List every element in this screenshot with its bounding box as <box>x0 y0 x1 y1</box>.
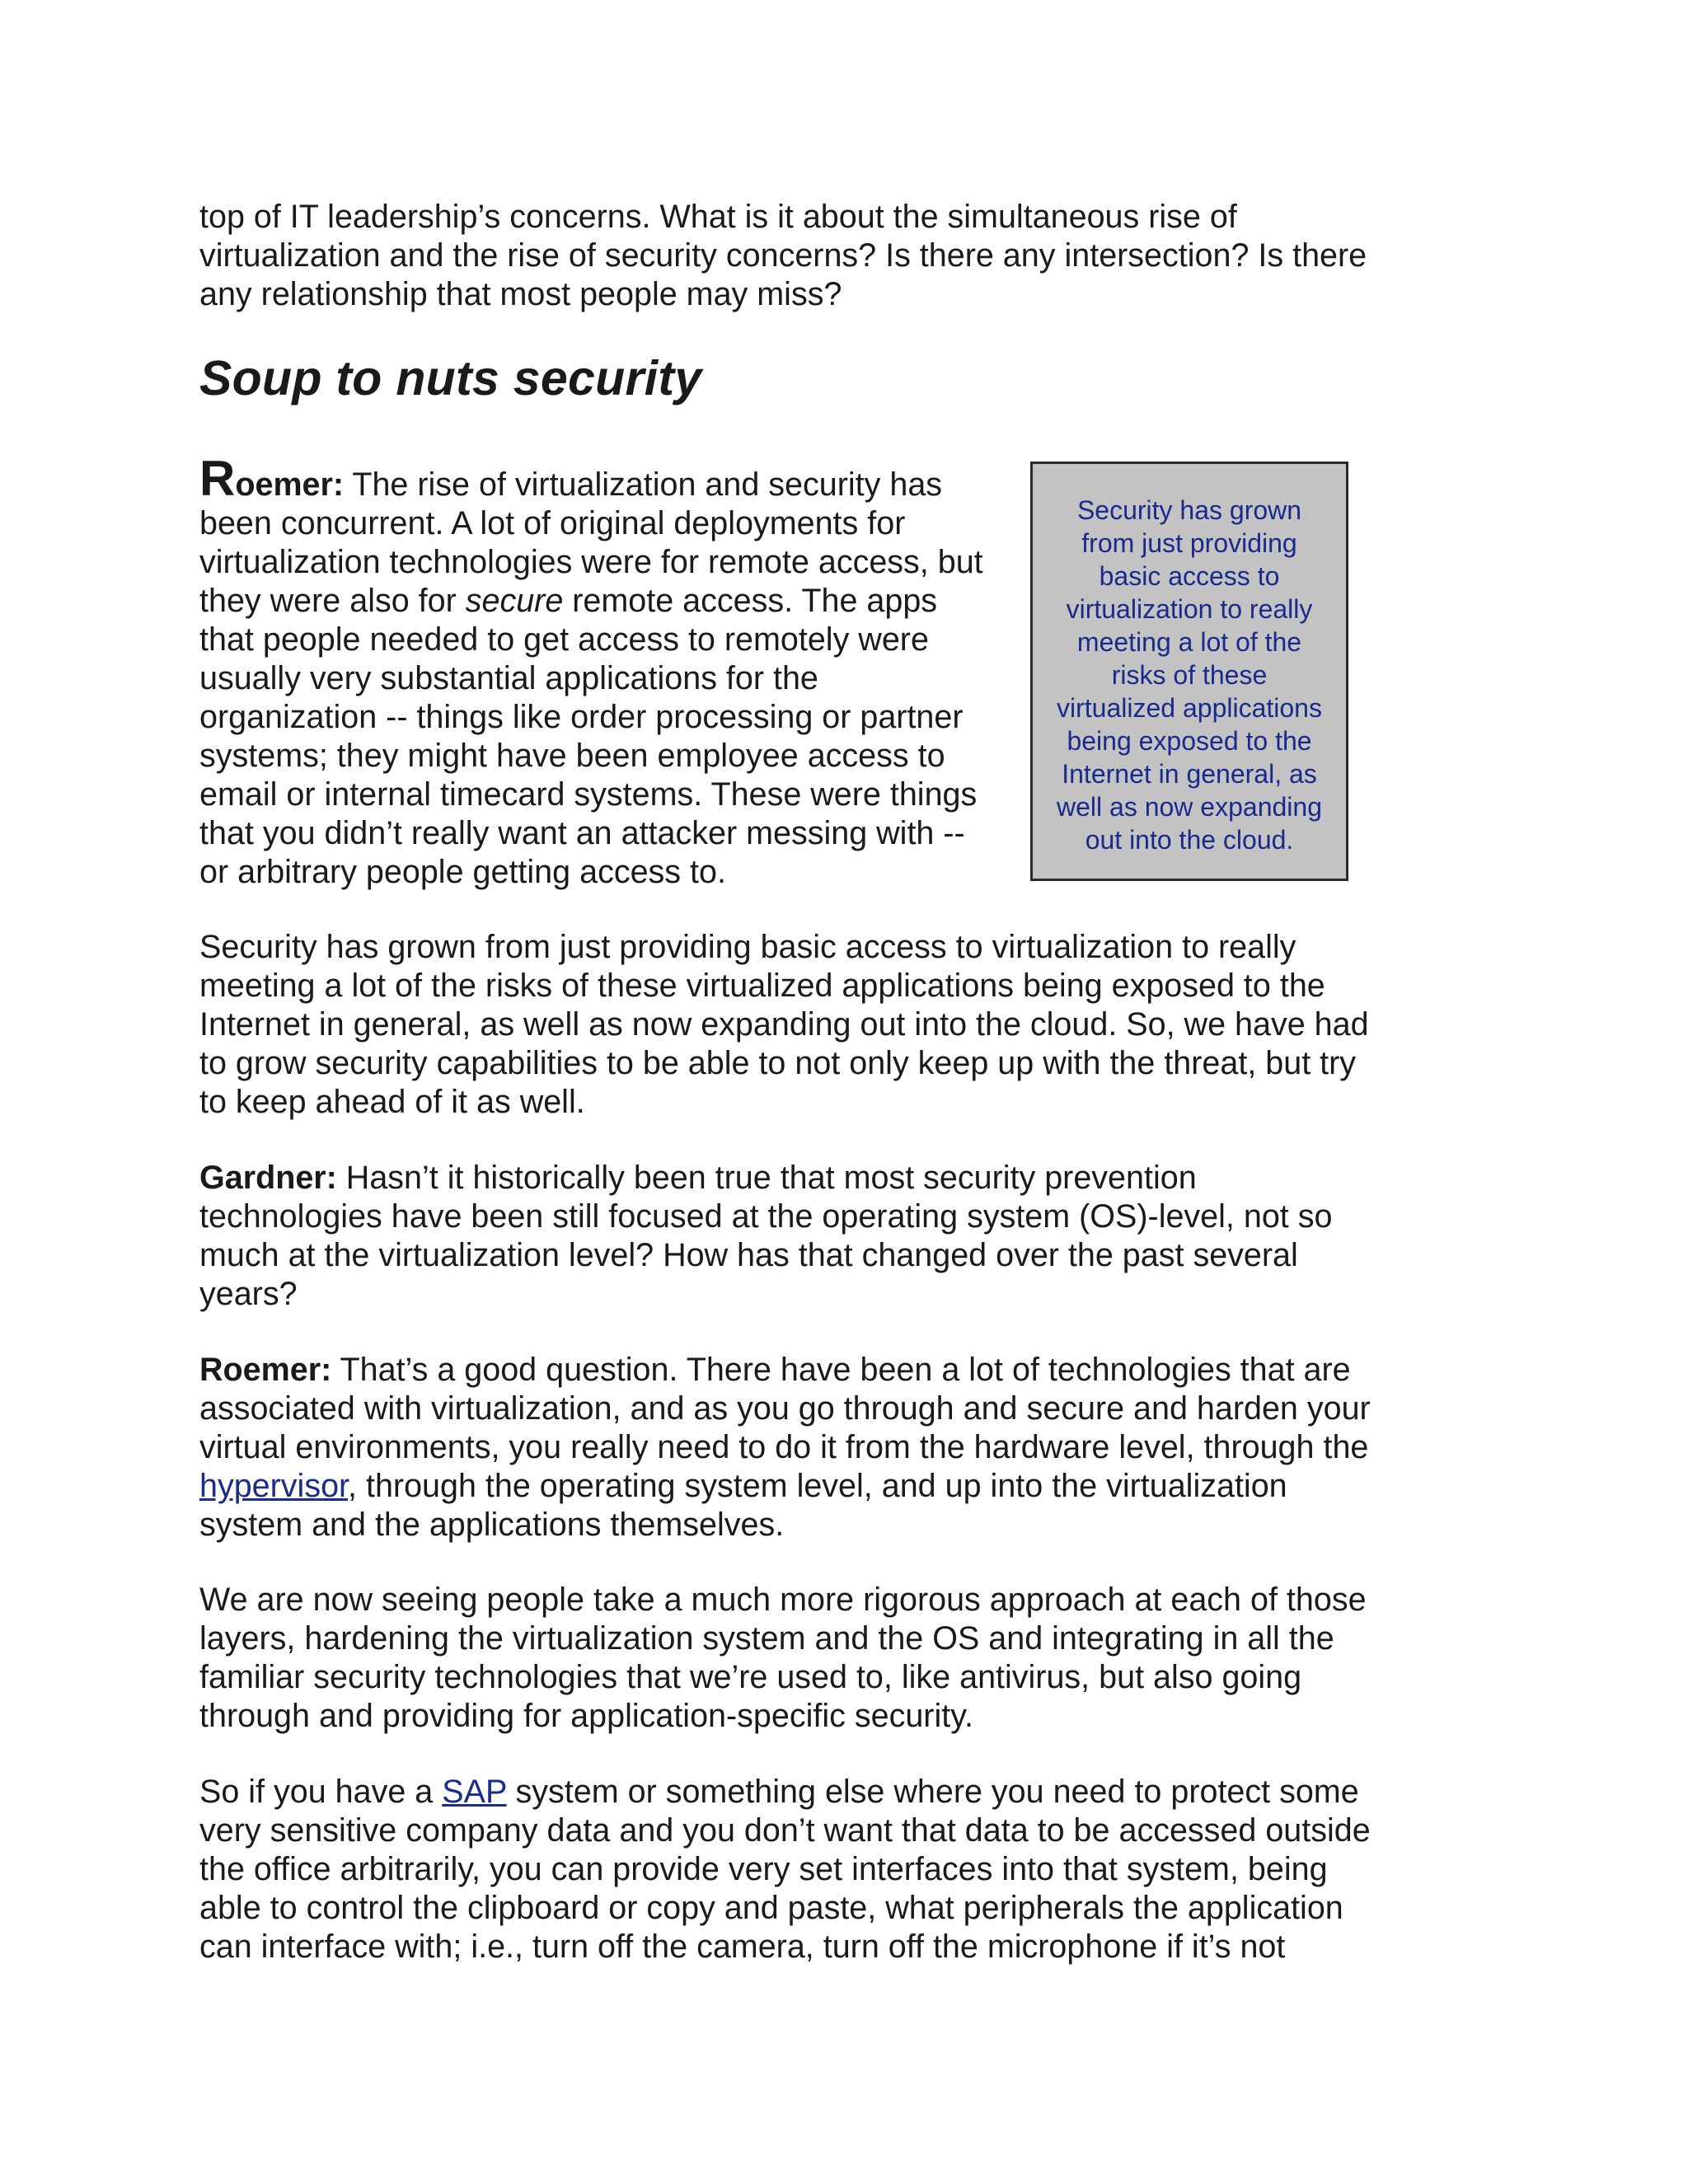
pull-quote-line: Security has grown <box>1076 495 1302 525</box>
para-line: virtualization technologies were for remote access, but <box>199 544 983 580</box>
security-grown-paragraph <box>199 928 1403 1122</box>
pull-quote-line: from just providing <box>1081 528 1297 558</box>
para-line: That’s a good question. There have been a lot of technologies that are <box>331 1352 1351 1388</box>
sap-link[interactable]: SAP <box>442 1774 507 1810</box>
para-line: to keep ahead of it as well. <box>199 1084 585 1120</box>
para-line: We are now seeing people take a much more rigorous approach at each of those <box>199 1582 1367 1618</box>
para-line: , through the operating system level, and up into the virtualization <box>348 1468 1287 1504</box>
para-line: remote access. The apps <box>563 583 938 619</box>
para-line: So if you have a <box>199 1774 443 1810</box>
sap-paragraph <box>199 1773 1403 1966</box>
para-line: systems; they might have been employee access to <box>199 738 945 774</box>
para-line: technologies have been still focused at the operating system (OS)-level, not so <box>199 1198 1333 1235</box>
intro-line: top of IT leadership’s concerns. What is it about the simultaneous rise of <box>199 199 1237 235</box>
para-line: virtual environments, you really need to do it from the hardware level, through the <box>199 1429 1369 1465</box>
para-line: that people needed to get access to remotely were <box>199 621 929 658</box>
para-line: through and providing for application-specific security. <box>199 1698 973 1734</box>
emphasis-secure: secure <box>465 583 564 619</box>
para-line: meeting a lot of the risks of these virtualized applications being exposed to the <box>199 968 1325 1004</box>
para-line: been concurrent. A lot of original deployments for <box>199 505 906 541</box>
para-line: or arbitrary people getting access to. <box>199 854 726 890</box>
intro-paragraph <box>199 198 1403 314</box>
para-line: to grow security capabilities to be able to not only keep up with the threat, but try <box>199 1045 1357 1081</box>
para-line: familiar security technologies that we’re used to, like antivirus, but also going <box>199 1659 1302 1695</box>
para-line: system and the applications themselves. <box>199 1507 785 1543</box>
roemer-paragraph-1 <box>199 451 1024 892</box>
para-line: they were also for <box>199 583 466 619</box>
para-line: can interface with; i.e., turn off the camera, turn off the microphone if it’s not <box>199 1929 1286 1965</box>
speaker-label: Roemer: <box>199 1352 332 1388</box>
para-line: that you didn’t really want an attacker messing with -- <box>199 815 965 851</box>
para-line: Hasn’t it historically been true that most security prevention <box>336 1160 1197 1196</box>
para-line: email or internal timecard systems. These were things <box>199 776 978 813</box>
para-line: able to control the clipboard or copy and paste, what peripherals the application <box>199 1890 1343 1926</box>
intro-line: any relationship that most people may miss? <box>199 276 842 312</box>
drop-cap: R <box>199 451 236 506</box>
rigorous-approach-paragraph <box>199 1581 1403 1736</box>
pull-quote-line: Internet in general, as <box>1062 759 1317 789</box>
section-heading: Soup to nuts security <box>199 351 702 405</box>
para-line: years? <box>199 1276 298 1312</box>
speaker-label: Gardner: <box>199 1160 337 1196</box>
para-line: layers, hardening the virtualization system and the OS and integrating in all the <box>199 1620 1334 1657</box>
para-line: Internet in general, as well as now expanding out into the cloud. So, we have had <box>199 1006 1369 1043</box>
para-line: system or something else where you need to protect some <box>506 1774 1359 1810</box>
speaker-label: oemer: <box>235 466 345 503</box>
gardner-paragraph <box>199 1159 1403 1314</box>
pull-quote-line: out into the cloud. <box>1085 825 1294 855</box>
para-line: Security has grown from just providing basic access to virtualization to really <box>199 929 1296 965</box>
para-line: very sensitive company data and you don’t want that data to be accessed outside <box>199 1812 1371 1849</box>
pull-quote-line: virtualized applications <box>1057 693 1322 723</box>
pull-quote-box <box>1030 462 1348 881</box>
para-line: organization -- things like order processing or partner <box>199 699 964 735</box>
para-line: associated with virtualization, and as you go through and secure and harden your <box>199 1390 1371 1427</box>
roemer-paragraph-2 <box>199 1351 1403 1544</box>
para-line: the office arbitrarily, you can provide very set interfaces into that system, being <box>199 1851 1328 1887</box>
pull-quote-line: being exposed to the <box>1067 726 1312 756</box>
hypervisor-link[interactable]: hypervisor <box>199 1468 349 1504</box>
para-line: usually very substantial applications for the <box>199 660 818 696</box>
pull-quote-line: virtualization to really <box>1066 594 1313 624</box>
para-line: The rise of virtualization and security has <box>344 466 943 503</box>
para-line: much at the virtualization level? How has that changed over the past several <box>199 1237 1298 1273</box>
pull-quote-line: meeting a lot of the <box>1076 627 1302 657</box>
pull-quote-line: well as now expanding <box>1057 792 1322 822</box>
intro-line: virtualization and the rise of security concerns? Is there any intersection? Is there <box>199 237 1367 274</box>
pull-quote-line: risks of these <box>1111 660 1268 690</box>
pull-quote-line: basic access to <box>1099 561 1280 591</box>
